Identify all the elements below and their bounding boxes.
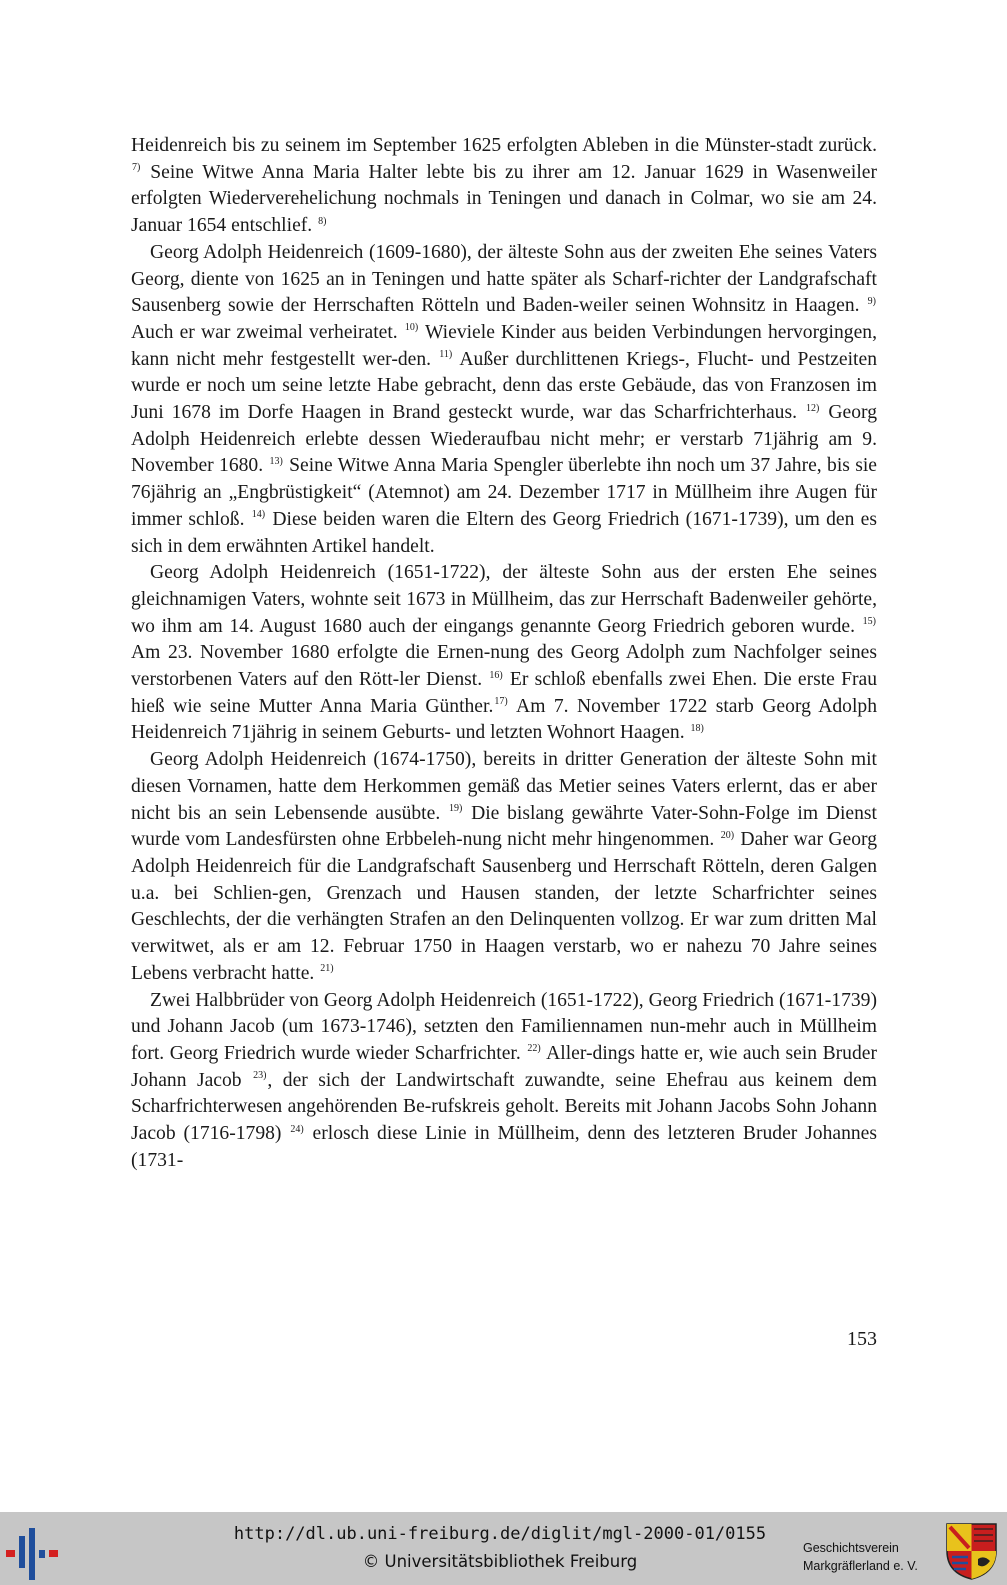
- footer-bar: [0, 1512, 1007, 1585]
- paragraph: [131, 560, 877, 747]
- footnote-ref: 10): [404, 322, 419, 334]
- paragraph-text: Diese beiden waren die Eltern des Georg Friedrich (1671-1739), um den es sich in dem erwähnten Artikel handelt.: [131, 508, 877, 557]
- paragraph-text: Seine Witwe Anna Maria Halter lebte bis zu ihrer am 12. Januar 1629 in Wasenweiler erfolgten Wiederverehelichung nochmals in Teningen und danach in Colmar, wo sie am 24. Januar 1654 entschlief.: [131, 161, 877, 237]
- footnote-ref: 24): [290, 1123, 304, 1135]
- footnote-ref: 8): [318, 215, 327, 227]
- footnote-ref: 15): [862, 616, 876, 628]
- footnote-ref: 20): [720, 829, 735, 841]
- society-name-line-1: Geschichtsverein: [803, 1541, 899, 1555]
- footnote-ref: 7): [132, 162, 141, 174]
- coat-of-arms-icon[interactable]: [944, 1521, 999, 1581]
- paragraph-text: Außer durchlittenen Kriegs-, Flucht- und Pestzeiten wurde er noch um seine letzte Habe gebracht, denn das erste Gebäude, das von Franzosen im Juni 1678 im Dorfe Haagen in Brand gesteckt wurde, war das Scharfrichterhaus.: [131, 348, 877, 424]
- footer-copyright: © Universitätsbibliothek Freiburg: [362, 1552, 638, 1571]
- paragraph-text: , der sich der Landwirtschaft zuwandte, seine Ehefrau aus keinem dem Scharfrichterwesen angehörenden Be-rufskreis geholt. Bereits mit Johann Jacobs Sohn Johann Jacob (1716-1798): [131, 1069, 877, 1145]
- footnote-ref: 17): [494, 696, 508, 708]
- paragraph-text: Wieviele Kinder aus beiden Verbindungen hervorgingen, kann nicht mehr festgestellt wer-den.: [131, 321, 877, 370]
- footnote-ref: 9): [867, 295, 876, 307]
- paragraph: [131, 747, 877, 987]
- footer-society-name: [803, 1539, 938, 1575]
- paragraph-text: Georg Adolph Heidenreich (1609-1680), der älteste Sohn aus der zweiten Ehe seines Vaters Georg, diente von 1625 an in Teningen und hatte später als Scharf-richter der Landgrafschaft Sausenberg sowie der Herrschaften Rötteln und Baden-weiler seinen Wohnsitz in Haagen.: [131, 241, 877, 317]
- footnote-ref: 18): [690, 722, 704, 734]
- paragraph-text: Am 7. November 1722 starb Georg Adolph Heidenreich 71jährig in seinem Geburts- und letzten Wohnort Haagen.: [131, 695, 877, 744]
- paragraph-text: Die bislang gewährte Vater-Sohn-Folge im Dienst wurde vom Landesfürsten ohne Erbbeleh-nung nicht mehr hingenommen.: [131, 802, 877, 851]
- paragraph-text: Zwei Halbbrüder von Georg Adolph Heidenreich (1651-1722), Georg Friedrich (1671-1739) und Johann Jacob (um 1673-1746), setzten den Familiennamen nun-mehr auch in Müllheim fort. Georg Friedrich wurde wieder Scharfrichter.: [131, 989, 877, 1064]
- paragraph: [131, 988, 877, 1175]
- footnote-ref: 16): [489, 669, 503, 681]
- paragraph-text: Georg Adolph Heidenreich (1674-1750), bereits in dritter Generation der älteste Sohn mit diesen Vornamen, hatte dem Herkommen gemäß das Metier seines Vaters erlernt, das er aber nicht bis an sein Lebensende ausübte.: [131, 749, 877, 824]
- footer-url-link[interactable]: http://dl.ub.uni-freiburg.de/diglit/mgl-2000-01/0155: [233, 1524, 767, 1544]
- paragraph-text: Auch er war zweimal verheiratet.: [131, 321, 404, 343]
- footnote-ref: 14): [251, 509, 266, 521]
- footnote-ref: 12): [806, 402, 820, 414]
- footnote-ref: 21): [320, 963, 334, 975]
- paragraph-text: Georg Adolph Heidenreich erlebte dessen Wiederaufbau nicht mehr; er verstarb 71jährig am 9. November 1680.: [131, 402, 877, 477]
- footnote-ref: 19): [448, 803, 463, 815]
- paragraph-text: Seine Witwe Anna Maria Spengler überlebte ihn noch um 37 Jahre, bis sie 76jährig an „Engbrüstigkeit“ (Atemnot) am 24. Dezember 1717 in Müllheim ihre Augen für immer schloß.: [131, 455, 877, 530]
- ub-freiburg-logo-icon[interactable]: [2, 1526, 64, 1580]
- paragraph: [131, 133, 877, 240]
- footnote-ref: 22): [527, 1043, 541, 1055]
- paragraph-text: Georg Adolph Heidenreich (1651-1722), der älteste Sohn aus der ersten Ehe seines gleichnamigen Vaters, wohnte seit 1673 in Müllheim, das zur Herrschaft Badenweiler gehörte, wo ihm am 14. August 1680 auch der eingangs genannte Georg Friedrich geboren wurde.: [131, 562, 877, 637]
- paragraph-text: Er schloß ebenfalls zwei Ehen. Die erste Frau hieß wie seine Mutter Anna Maria Günther.: [131, 669, 877, 717]
- footnote-ref: 11): [439, 349, 453, 361]
- footnote-ref: 23): [253, 1070, 267, 1082]
- page-body: [131, 133, 877, 1174]
- paragraph-text: Daher war Georg Adolph Heidenreich für die Landgrafschaft Sausenberg und Herrschaft Rötteln, deren Galgen u.a. bei Schlien-gen, Grenzach und Hausen standen, der letzte Scharfrichter seines Geschlechts, der die verhängten Strafen an den Delinquenten vollzog. Er war zum dritten Mal verwitwet, als er am 12. Februar 1750 in Haagen verstarb, wo er nahezu 70 Jahre seines Lebens verbracht hatte.: [131, 829, 878, 984]
- paragraph-text: Heidenreich bis zu seinem im September 1625 erfolgten Ableben in die Münster-stadt zurück.: [131, 135, 877, 156]
- paragraph: [131, 240, 877, 560]
- page-number: 153: [847, 1328, 877, 1350]
- paragraph-text: erlosch diese Linie in Müllheim, denn des letzteren Bruder Johannes (1731-: [131, 1123, 877, 1171]
- paragraph-text: Aller-dings hatte er, wie auch sein Bruder Johann Jacob: [131, 1042, 877, 1091]
- paragraph-text: Am 23. November 1680 erfolgte die Ernen-nung des Georg Adolph zum Nachfolger seines verstorbenen Vaters auf den Rött-ler Dienst.: [131, 642, 877, 691]
- footnote-ref: 13): [269, 455, 283, 467]
- society-name-line-2: Markgräflerland e. V.: [803, 1559, 918, 1573]
